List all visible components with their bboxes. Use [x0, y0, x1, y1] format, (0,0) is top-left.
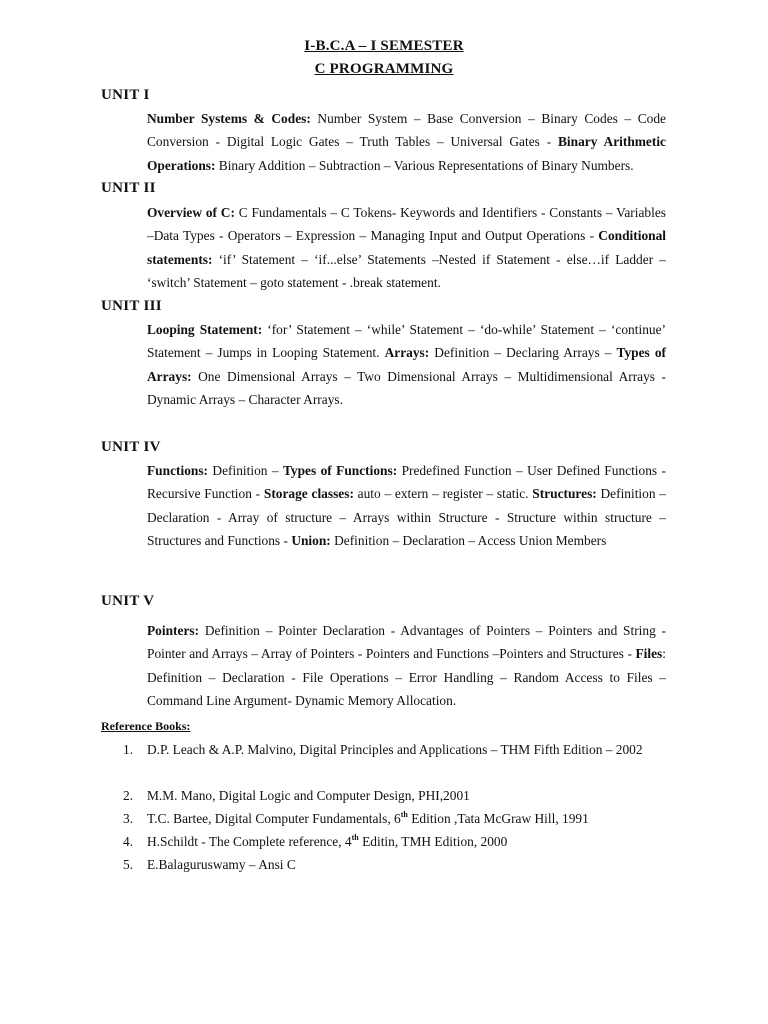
reference-number: 3. — [123, 811, 134, 826]
unit-3-content — [147, 318, 666, 411]
topic-text: Definition – Declaration – Access Union Members — [330, 532, 607, 548]
reference-text-part: D.P. Leach & A.P. Malvino, Digital Principles and Applications – THM Fifth Edition – 2002 — [147, 742, 643, 757]
topic-text: ‘for’ Statement – ‘while’ Statement – ‘do-while’ Statement – ‘continue’ Statement – Jumps in Looping Statement. — [147, 322, 666, 361]
topic-text: : Definition – Declaration - File Operations – Error Handling – Random Access to Files – Command Line Argument- Dynamic Memory Allocation. — [147, 646, 666, 708]
reference-number: 2. — [123, 788, 134, 803]
reference-books-heading: Reference Books: — [101, 719, 191, 733]
topic-text: C Fundamentals – C Tokens- Keywords and Identifiers - Constants – Variables –Data Types - Operators – Expression – Managing Input and Output Operations - — [147, 205, 666, 244]
unit-5-content — [147, 619, 666, 712]
reference-text-part: Editin, TMH Edition, 2000 — [358, 834, 508, 849]
reference-text-part: M.M. Mano, Digital Logic and Computer Design, PHI,2001 — [147, 788, 470, 803]
reference-text-part: H.Schildt - The Complete reference, 4 — [147, 834, 352, 849]
topic-text: One Dimensional Arrays – Two Dimensional Arrays – Multidimensional Arrays - Dynamic Arrays – Character Arrays. — [147, 368, 666, 407]
topic-heading: Number Systems & Codes: — [147, 111, 311, 126]
course-semester-title: I-B.C.A – I SEMESTER — [304, 38, 464, 54]
topic-heading: Storage classes: — [263, 486, 354, 502]
topic-heading: Overview of C: — [147, 205, 235, 220]
topic-heading: Conditional statements: — [147, 228, 666, 267]
reference-text — [147, 738, 667, 761]
reference-number: 5. — [123, 857, 134, 872]
topic-heading: Pointers: — [147, 623, 200, 638]
topic-heading: Arrays: — [384, 345, 430, 361]
topic-heading: Looping Statement: — [147, 322, 263, 337]
reference-number: 1. — [123, 742, 134, 757]
reference-text — [147, 807, 667, 830]
ordinal-suffix: th — [351, 832, 359, 842]
unit-1-heading: UNIT I — [101, 87, 150, 103]
reference-text-part: Edition ,Tata McGraw Hill, 1991 — [407, 811, 589, 826]
reference-number: 4. — [123, 834, 134, 849]
reference-text-part: T.C. Bartee, Digital Computer Fundamentals, 6 — [147, 811, 401, 826]
topic-text: Number System – Base Conversion – Binary Codes – Code Conversion - Digital Logic Gates – Truth Tables – Universal Gates - — [147, 111, 666, 150]
topic-text: Definition – Declaring Arrays – — [429, 345, 617, 361]
topic-heading: Types of Arrays: — [147, 345, 666, 384]
unit-4-heading: UNIT IV — [101, 439, 161, 455]
topic-text: auto – extern – register – static. — [353, 486, 533, 502]
reference-text — [147, 784, 667, 807]
unit-2-heading: UNIT II — [101, 180, 156, 196]
reference-text-part: E.Balaguruswamy – Ansi C — [147, 857, 296, 872]
topic-heading: Files — [635, 646, 663, 662]
topic-text: Definition – — [208, 463, 283, 478]
topic-heading: Union: — [291, 532, 331, 548]
unit-5-heading: UNIT V — [101, 593, 155, 609]
topic-text: Definition – Declaration - Array of structure – Arrays within Structure - Structure within structure – Structures and Functions - — [147, 486, 666, 548]
unit-2-content — [147, 201, 666, 294]
unit-1-content — [147, 107, 666, 177]
topic-text: Predefined Function – User Defined Functions - Recursive Function - — [147, 463, 666, 502]
topic-heading: Types of Functions: — [282, 463, 398, 478]
reference-text — [147, 853, 667, 876]
topic-heading: Binary Arithmetic Operations: — [147, 134, 666, 173]
unit-4-content — [147, 459, 666, 552]
unit-3-heading: UNIT III — [101, 298, 162, 314]
course-subject-title: C PROGRAMMING — [314, 61, 454, 77]
topic-heading: Structures: — [532, 486, 597, 502]
topic-heading: Functions: — [147, 463, 209, 478]
reference-text — [147, 830, 667, 853]
topic-text: ‘if’ Statement – ‘if...else’ Statements –Nested if Statement - else…if Ladder – ‘switch’ Statement – goto statement - .break statement. — [147, 251, 666, 290]
topic-text: Definition – Pointer Declaration - Advantages of Pointers – Pointers and String - Pointer and Arrays – Array of Pointers - Pointers and Functions –Pointers and Structures - — [147, 623, 666, 662]
topic-text: Binary Addition – Subtraction – Various Representations of Binary Numbers. — [215, 157, 634, 173]
ordinal-suffix: th — [400, 809, 408, 819]
